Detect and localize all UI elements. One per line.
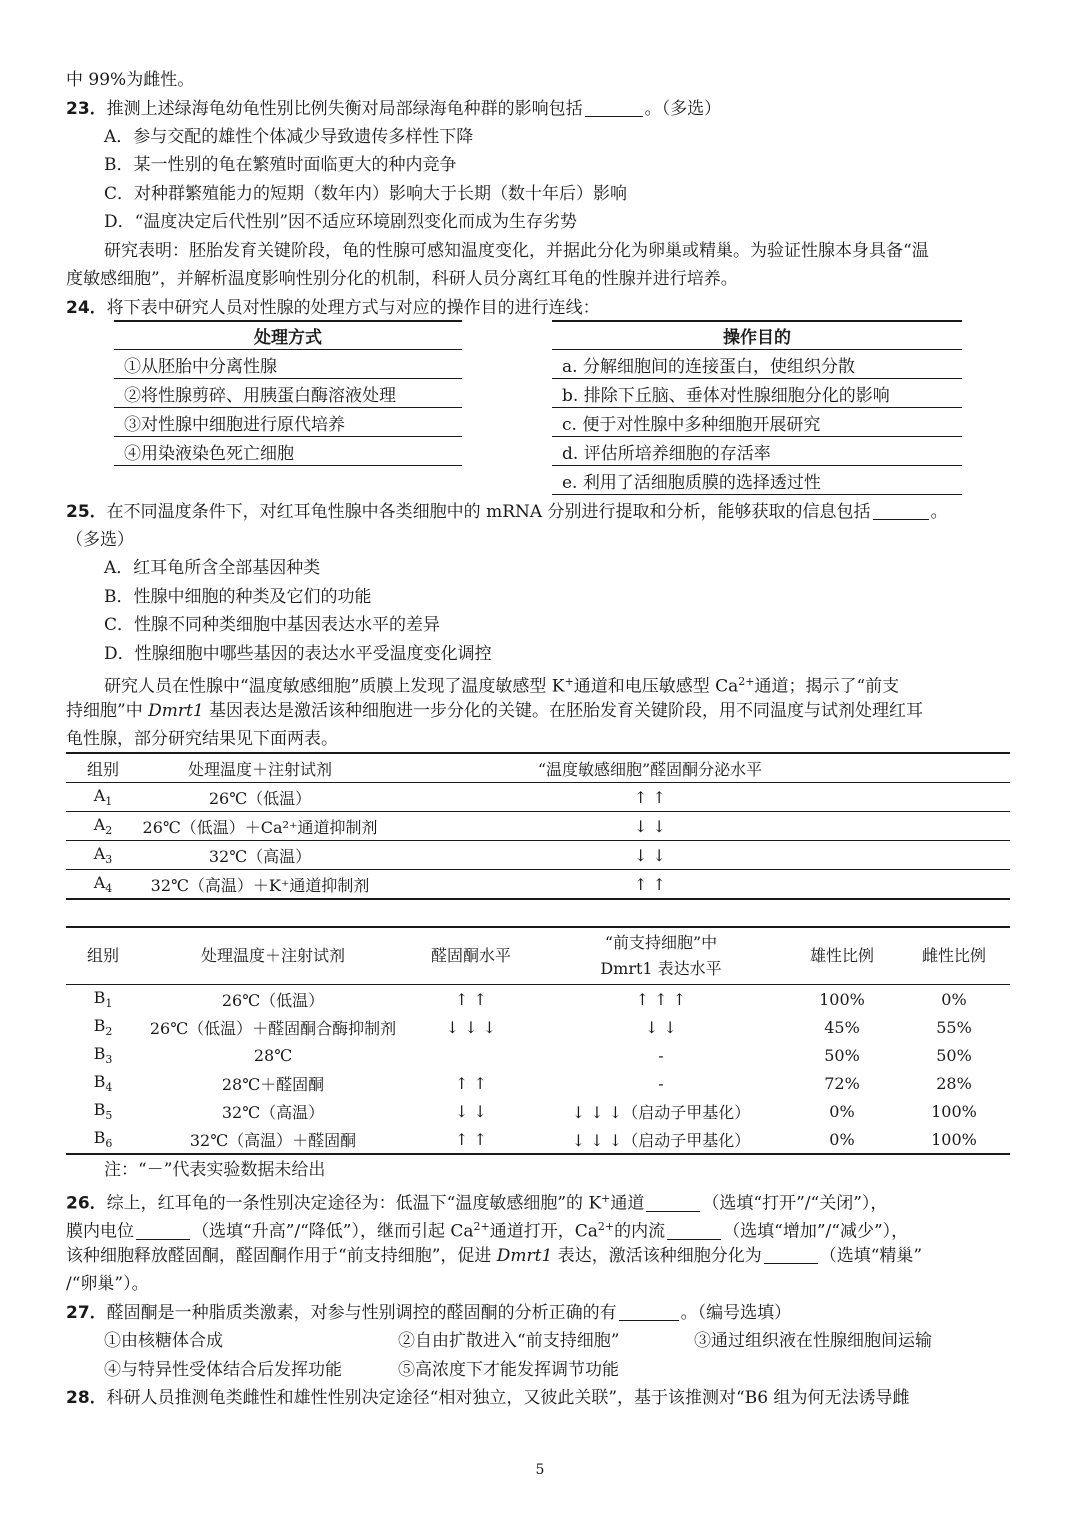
q26-text-e: （选填“升高”/“降低”），继而引起 Ca <box>192 1221 474 1242</box>
group-sub: 3 <box>105 853 113 867</box>
q26-number: 26． <box>66 1193 107 1214</box>
group-label: B <box>93 1127 106 1147</box>
q23-tail: 。（多选） <box>644 99 722 119</box>
dmrt1-level: - <box>658 1045 664 1065</box>
q24-stem <box>66 294 1018 322</box>
group-label: A <box>93 785 106 805</box>
q24-right-item-d[interactable]: d. 评估所培养细胞的存活率 <box>552 437 962 466</box>
q25-option-d: D．性腺细胞中哪些基因的表达水平受温度变化调控 <box>104 644 492 664</box>
q26-text-b: 通道 <box>610 1193 645 1214</box>
q26-text-k: （选填“精巢” <box>819 1246 923 1266</box>
group-label: B <box>93 1015 106 1035</box>
male-ratio: 45% <box>824 1017 860 1037</box>
para2-text-a: 研究人员在性腺中“温度敏感细胞”质膜上发现了温度敏感型 K <box>104 676 565 697</box>
female-ratio: 50% <box>936 1045 972 1065</box>
q24-left-table <box>114 320 462 466</box>
group-sub: 2 <box>105 1025 113 1039</box>
aldosterone-level: ↓ ↓ ↓ <box>445 1017 497 1037</box>
level: ↓ ↓ <box>380 812 920 841</box>
female-ratio: 100% <box>898 1125 1010 1154</box>
table-row <box>66 841 1010 870</box>
female-ratio: 100% <box>931 1101 977 1121</box>
para2-line3: 龟性腺，部分研究结果见下面两表。 <box>66 729 338 749</box>
q26-text-g: 的内流 <box>614 1221 666 1242</box>
q25-option-a: A．红耳龟所含全部基因种类 <box>104 558 321 578</box>
q23-stem-text: 推测上述绿海龟幼龟性别比例失衡对局部绿海龟种群的影响包括 <box>106 99 583 119</box>
group-label: B <box>93 1071 106 1091</box>
group-sub: 2 <box>105 824 113 838</box>
table-b-groups <box>66 926 1010 1155</box>
q26-line4: /“卵巢”）。 <box>66 1274 149 1294</box>
para2-text-b: 通道和电压敏感型 Ca <box>573 676 739 697</box>
female-ratio: 55% <box>936 1017 972 1037</box>
q24-right-header: 操作目的 <box>552 321 962 350</box>
q26-text-h: （选填“增加”/“减少”）， <box>723 1221 909 1242</box>
level: ↑ ↑ <box>380 870 920 900</box>
group-sub: 1 <box>105 795 113 809</box>
dmrt1-gene: Dmrt1 <box>496 1246 553 1266</box>
q28-stem <box>66 1384 1018 1412</box>
ca-charge: 2+ <box>738 675 755 688</box>
aldosterone-level: ↓ ↓ <box>455 1101 487 1121</box>
q26-line2 <box>66 1213 1018 1246</box>
q25-stem <box>66 498 1018 526</box>
para1-line1: 研究表明：胚胎发育关键阶段，龟的性腺可感知温度变化，并据此分化为卵巢或精巢。为验证性腺本身具备“温 <box>104 241 929 261</box>
q23-number: 23． <box>66 99 107 119</box>
group-sub: 5 <box>105 1109 113 1123</box>
group-sub: 4 <box>105 1081 113 1095</box>
table-row <box>66 1097 1010 1125</box>
para2-text-e: 基因表达是激活该种细胞进一步分化的关键。在胚胎发育关键阶段，用不同温度与试剂处理红耳 <box>203 701 924 721</box>
q24-number: 24． <box>66 298 107 318</box>
male-ratio: 72% <box>824 1073 860 1093</box>
treatment: 28℃ <box>253 1045 293 1065</box>
group-label: B <box>93 1099 106 1119</box>
male-ratio: 50% <box>824 1045 860 1065</box>
q23-stem <box>66 95 1018 123</box>
female-ratio: 28% <box>936 1073 972 1093</box>
t1-header-treatment: 处理温度＋注射试剂 <box>140 753 380 783</box>
q26-text-f: 通道打开，Ca <box>489 1221 598 1242</box>
q28-number: 28． <box>66 1388 107 1408</box>
q24-right-item-c[interactable]: c. 便于对性腺中多种细胞开展研究 <box>552 408 962 437</box>
female-ratio: 0% <box>941 989 967 1009</box>
table-a-groups <box>66 752 1010 900</box>
treatment: 28℃＋醛固酮 <box>221 1074 325 1094</box>
t2-header-male: 雄性比例 <box>786 927 898 985</box>
aldosterone-level: ↑ ↑ <box>406 1125 536 1154</box>
table-row <box>66 812 1010 841</box>
t1-header-level: “温度敏感细胞”醛固酮分泌水平 <box>380 753 920 783</box>
ca-charge: 2+ <box>473 1220 490 1233</box>
k-charge: + <box>601 1192 611 1205</box>
q26-blank-3[interactable] <box>667 1221 721 1240</box>
q24-right-table <box>552 320 962 495</box>
page-number: 5 <box>535 1462 545 1478</box>
q24-right-item-e[interactable]: e. 利用了活细胞质膜的选择透过性 <box>552 466 962 495</box>
group-label: A <box>93 814 106 834</box>
table-row <box>66 870 1010 900</box>
group-label: A <box>93 843 106 863</box>
q23-option-c: C．对种群繁殖能力的短期（数年内）影响大于长期（数十年后）影响 <box>104 184 628 204</box>
q27-tail: 。（编号选填） <box>680 1303 792 1323</box>
t2-header-aldosterone: 醛固酮水平 <box>406 927 536 985</box>
t2-header-female: 雌性比例 <box>898 927 1010 985</box>
treatment: 32℃（高温） <box>221 1102 325 1122</box>
para2-text-c: 通道；揭示了“前支 <box>754 676 900 697</box>
treatment: 32℃（高温）＋醛固酮 <box>140 1125 406 1154</box>
q24-left-item-1[interactable]: ①从胚胎中分离性腺 <box>114 350 462 379</box>
table-row <box>66 1125 1010 1154</box>
table-row <box>66 985 1010 1014</box>
treatment: 26℃（低温）＋醛固酮合酶抑制剂 <box>149 1018 397 1038</box>
q23-option-b: B．某一性别的龟在繁殖时面临更大的种内竞争 <box>104 155 457 175</box>
q26-line3 <box>66 1242 1018 1270</box>
group-label: B <box>93 1043 106 1063</box>
male-ratio: 0% <box>786 1125 898 1154</box>
treatment: 26℃（低温） <box>221 990 325 1010</box>
q25-number: 25． <box>66 502 107 522</box>
dmrt1-level: ↓ ↓ ↓（启动子甲基化） <box>536 1125 786 1154</box>
q26-blank-1[interactable] <box>646 1193 700 1212</box>
dmrt1-level: ↓ ↓ ↓（启动子甲基化） <box>571 1102 751 1122</box>
q27-option-5: ⑤高浓度下才能发挥调节功能 <box>398 1360 619 1380</box>
q25-stem-text: 在不同温度条件下，对红耳龟性腺中各类细胞中的 mRNA 分别进行提取和分析，能够获取的信息包括 <box>106 502 871 522</box>
para2-line1 <box>104 668 1018 701</box>
intro-tail: 中 99%为雌性。 <box>66 70 195 90</box>
group-sub: 3 <box>105 1053 113 1067</box>
treatment: 32℃（高温） <box>140 841 380 870</box>
q25-tail-line: （多选） <box>66 530 134 550</box>
group-sub: 4 <box>105 882 113 896</box>
t2-header-dmrt1-line2: Dmrt1 表达水平 <box>600 959 722 978</box>
dmrt1-level: ↓ ↓ <box>645 1017 677 1037</box>
q27-option-2: ②自由扩散进入“前支持细胞” <box>398 1331 620 1351</box>
dmrt1-gene: Dmrt1 <box>148 701 204 721</box>
t2-header-treatment: 处理温度＋注射试剂 <box>140 927 406 985</box>
group-label: B <box>93 987 106 1007</box>
para2-text-d: 持细胞”中 <box>66 701 149 721</box>
level: ↑ ↑ <box>380 783 920 812</box>
male-ratio: 0% <box>829 1101 855 1121</box>
k-charge: + <box>564 675 574 688</box>
q26-text-j: 表达，激活该种细胞分化为 <box>552 1246 762 1266</box>
group-label: A <box>93 872 106 892</box>
q25-answer-blank[interactable] <box>873 501 929 520</box>
q26-blank-4[interactable] <box>764 1245 818 1264</box>
q27-stem-text: 醛固酮是一种脂质类激素，对参与性别调控的醛固酮的分析正确的有 <box>106 1303 617 1323</box>
t2-header-dmrt1 <box>536 927 786 985</box>
q23-option-d: D．“温度决定后代性别”因不适应环境剧烈变化而成为生存劣势 <box>104 212 578 232</box>
q27-stem <box>66 1299 1018 1327</box>
q27-option-3: ③通过组织液在性腺细胞间运输 <box>694 1331 932 1351</box>
para2-line2 <box>66 697 1018 725</box>
ca-charge: 2+ <box>597 1220 615 1233</box>
q24-left-item-4[interactable]: ④用染液染色死亡细胞 <box>114 437 462 466</box>
q26-text-d: 膜内电位 <box>66 1221 134 1242</box>
table2-note: 注：“－”代表实验数据未给出 <box>104 1160 326 1180</box>
table-row <box>66 1069 1010 1097</box>
q24-stem-text: 将下表中研究人员对性腺的处理方式与对应的操作目的进行连线： <box>106 298 600 318</box>
treatment: 32℃（高温）＋K⁺通道抑制剂 <box>140 870 380 900</box>
q27-option-4: ④与特异性受体结合后发挥功能 <box>104 1360 342 1380</box>
group-sub: 6 <box>105 1137 113 1151</box>
q23-answer-blank[interactable] <box>585 98 643 117</box>
t2-header-dmrt1-line1: “前支持细胞”中 <box>604 933 718 952</box>
q24-left-item-3[interactable]: ③对性腺中细胞进行原代培养 <box>114 408 462 437</box>
q25-option-b: B．性腺中细胞的种类及它们的功能 <box>104 587 372 607</box>
group-sub: 1 <box>105 997 113 1011</box>
dmrt1-level: ↑ ↑ ↑ <box>635 989 687 1009</box>
q26-text-a: 综上，红耳龟的一条性别决定途径为：低温下“温度敏感细胞”的 K <box>106 1193 602 1214</box>
treatment: 26℃（低温）＋Ca²⁺通道抑制剂 <box>140 812 380 841</box>
q24-left-header: 处理方式 <box>114 321 462 350</box>
aldosterone-level: ↑ ↑ <box>455 989 487 1009</box>
table-row <box>66 1013 1010 1041</box>
q27-number: 27． <box>66 1303 107 1323</box>
table-row <box>66 1041 1010 1069</box>
q25-tail: 。 <box>930 502 948 522</box>
male-ratio: 100% <box>819 989 865 1009</box>
q23-option-a: A．参与交配的雄性个体减少导致遗传多样性下降 <box>104 127 474 147</box>
dmrt1-level: - <box>658 1073 664 1093</box>
q26-text-c: （选填“打开”/“关闭”）， <box>702 1193 888 1214</box>
t2-header-group: 组别 <box>66 927 140 985</box>
para1-line2: 度敏感细胞”，并解析温度影响性别分化的机制，科研人员分离红耳龟的性腺并进行培养。 <box>66 269 738 289</box>
q24-right-item-a[interactable]: a. 分解细胞间的连接蛋白，使组织分散 <box>552 350 962 379</box>
q27-answer-blank[interactable] <box>619 1302 679 1321</box>
q26-blank-2[interactable] <box>136 1221 190 1240</box>
q26-text-i: 该种细胞释放醛固酮，醛固酮作用于“前支持细胞”，促进 <box>66 1246 497 1266</box>
t1-header-group: 组别 <box>66 753 140 783</box>
treatment: 26℃（低温） <box>140 783 380 812</box>
q27-option-1: ①由核糖体合成 <box>104 1331 223 1351</box>
level: ↓ ↓ <box>380 841 920 870</box>
table-row <box>66 783 1010 812</box>
aldosterone-level <box>406 1041 536 1069</box>
q24-left-item-2[interactable]: ②将性腺剪碎、用胰蛋白酶溶液处理 <box>114 379 462 408</box>
q24-right-item-b[interactable]: b. 排除下丘脑、垂体对性腺细胞分化的影响 <box>552 379 962 408</box>
q25-option-c: C．性腺不同种类细胞中基因表达水平的差异 <box>104 615 441 635</box>
q28-stem-text: 科研人员推测龟类雌性和雄性性别决定途径“相对独立，又彼此关联”，基于该推测对“B6 组为何无法诱导雌 <box>106 1388 910 1408</box>
aldosterone-level: ↑ ↑ <box>455 1073 487 1093</box>
